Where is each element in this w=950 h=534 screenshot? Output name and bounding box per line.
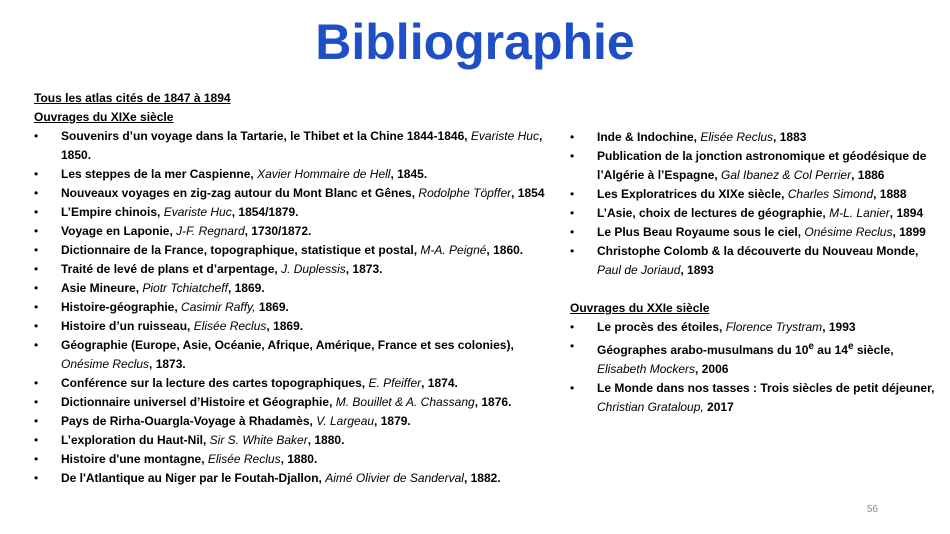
page-title: Bibliographie bbox=[315, 14, 635, 70]
list-item: • Dictionnaire universel d’Histoire et Géographie, M. Bouillet & A. Chassang, 1876. bbox=[34, 393, 554, 412]
list-item: • Conférence sur la lecture des cartes topographiques, E. Pfeiffer, 1874. bbox=[34, 374, 554, 393]
list-item: • Inde & Indochine, Elisée Reclus, 1883 bbox=[570, 128, 940, 147]
list-item: • Histoire-géographie, Casimir Raffy, 1869. bbox=[34, 298, 554, 317]
atlas-heading: Tous les atlas cités de 1847 à 1894 bbox=[34, 91, 231, 105]
list-item: • Histoire d'une montagne, Elisée Reclus, 1880. bbox=[34, 450, 554, 469]
xix-century-heading: Ouvrages du XIXe siècle bbox=[34, 110, 174, 124]
xix-bibliography-list-continued bbox=[570, 128, 940, 280]
list-item: • L’exploration du Haut-Nil, Sir S. White Baker, 1880. bbox=[34, 431, 554, 450]
xix-bibliography-list bbox=[34, 127, 554, 488]
list-item: • Les steppes de la mer Caspienne, Xavier Hommaire de Hell, 1845. bbox=[34, 165, 554, 184]
list-item: • L’Empire chinois, Evariste Huc, 1854/1879. bbox=[34, 203, 554, 222]
list-item: • Traité de levé de plans et d’arpentage, J. Duplessis, 1873. bbox=[34, 260, 554, 279]
list-item: • Asie Mineure, Piotr Tchiatcheff, 1869. bbox=[34, 279, 554, 298]
spacer bbox=[570, 280, 940, 299]
list-item: • De l'Atlantique au Niger par le Foutah-Djallon, Aimé Olivier de Sanderval, 1882. bbox=[34, 469, 554, 488]
list-item: • Dictionnaire de la France, topographique, statistique et postal, M-A. Peigné, 1860. bbox=[34, 241, 554, 260]
list-item: • L’Asie, choix de lectures de géographie, M-L. Lanier, 1894 bbox=[570, 204, 940, 223]
list-item: • Publication de la jonction astronomique et géodésique de l’Algérie à l’Espagne, Gal Ibanez & Col Perrier, 1886 bbox=[570, 147, 940, 185]
xxi-bibliography-list bbox=[570, 318, 940, 417]
list-item: • Histoire d’un ruisseau, Elisée Reclus, 1869. bbox=[34, 317, 554, 336]
right-column bbox=[570, 128, 940, 417]
page-number: 56 bbox=[866, 504, 878, 515]
left-column bbox=[34, 89, 554, 488]
list-item: • Le Monde dans nos tasses : Trois siècles de petit déjeuner, Christian Grataloup, 2017 bbox=[570, 379, 940, 417]
list-item: • Le Plus Beau Royaume sous le ciel, Onésime Reclus, 1899 bbox=[570, 223, 940, 242]
list-item: • Géographie (Europe, Asie, Océanie, Afrique, Amérique, France et ses colonies), Onésime Reclus, 1873. bbox=[34, 336, 554, 374]
list-item: • Pays de Rirha-Ouargla-Voyage à Rhadamès, V. Largeau, 1879. bbox=[34, 412, 554, 431]
list-item: • Christophe Colomb & la découverte du Nouveau Monde, Paul de Joriaud, 1893 bbox=[570, 242, 940, 280]
list-item: • Souvenirs d’un voyage dans la Tartarie, le Thibet et la Chine 1844-1846, Evariste Huc, 1850. bbox=[34, 127, 554, 165]
list-item: • Nouveaux voyages en zig-zag autour du Mont Blanc et Gênes, Rodolphe Töpffer, 1854 bbox=[34, 184, 554, 203]
list-item: • Géographes arabo-musulmans du 10e au 14e siècle, Elisabeth Mockers, 2006 bbox=[570, 337, 940, 379]
list-item: • Les Exploratrices du XIXe siècle, Charles Simond, 1888 bbox=[570, 185, 940, 204]
list-item: • Le procès des étoiles, Florence Trystram, 1993 bbox=[570, 318, 940, 337]
xxi-century-heading: Ouvrages du XXIe siècle bbox=[570, 301, 710, 315]
list-item: • Voyage en Laponie, J-F. Regnard, 1730/1872. bbox=[34, 222, 554, 241]
